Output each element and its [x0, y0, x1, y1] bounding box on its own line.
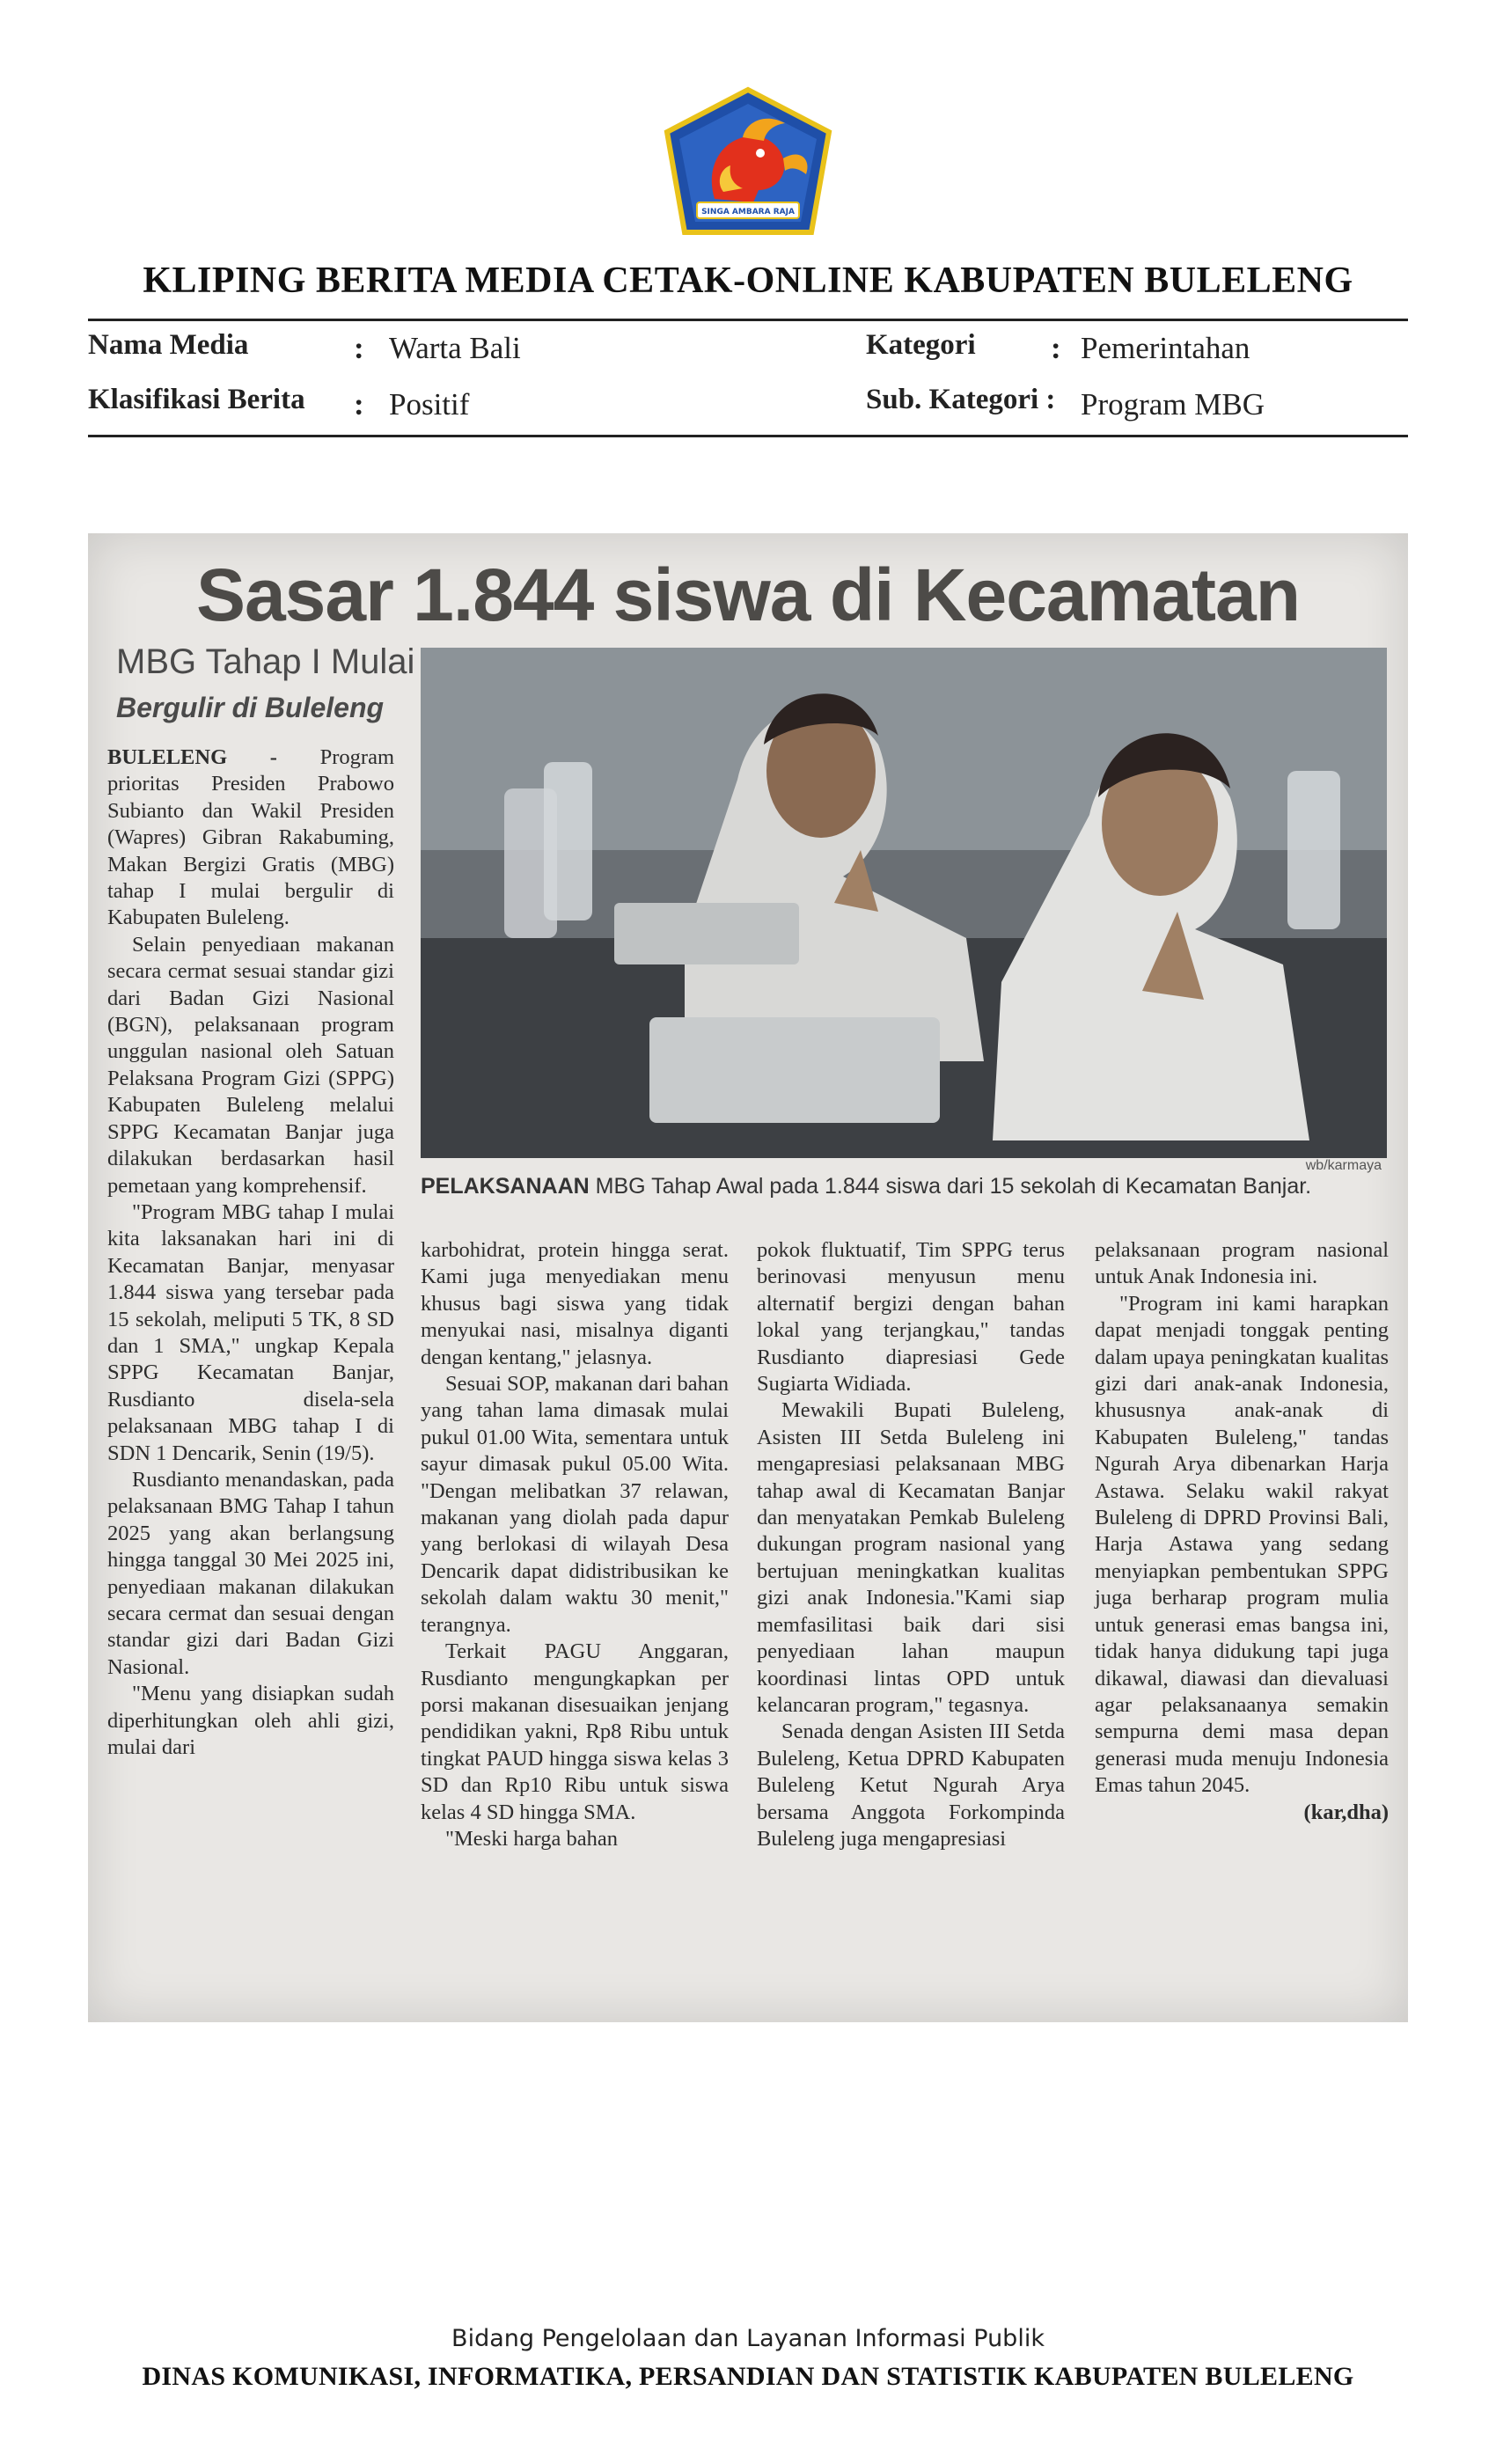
article-paragraph: "Program ini kami harapkan dapat menjadi tonggak penting dalam upaya peningkatan kualitas gizi dari anak-anak Indonesia, khususnya anak-anak di Kabupaten Buleleng," tandas Ngurah Arya dibenarkan Harja Astawa. Selaku wakil rakyat Buleleng di DPRD Provinsi Bali, Harja Astawa yang sedang menyiapkan pembentukan SPPG juga berharap program mulia untuk generasi emas bangsa ini, tidak hanya didukung tapi juga dikawal, diawasi dan dievaluasi agar pelaksanaanya semakin sempurna demi masa depan generasi muda menuju Indonesia Emas tahun 2045. — [1095, 1291, 1389, 1798]
article-paragraph: "Meski harga bahan — [445, 1826, 618, 1851]
header-bottom-rule — [88, 435, 1408, 437]
article-paragraph: Mewakili Bupati Buleleng, Asisten III Setda Buleleng ini mengapresiasi pelaksanaan MBG tahap awal di Kecamatan Banjar dan menyatakan Pemkab Buleleng dukungan program nasional yang bertujuan meningkatkan kualitas gizi anak Indonesia."Kami siap memfasilitasi baik dari sisi penyediaan lahan maupun koordinasi lintas OPD untuk kelancaran program," tegasnya. — [757, 1398, 1065, 1717]
photo-credit: wb/karmaya — [1305, 1158, 1382, 1173]
caption-text: MBG Tahap Awal pada 1.844 siswa dari 15 sekolah di Kecamatan Banjar. — [589, 1174, 1312, 1199]
footer-division: Bidang Pengelolaan dan Layanan Informasi Publik — [451, 2325, 1045, 2352]
buleleng-emblem — [662, 86, 834, 238]
article-paragraph: Selain penyediaan makanan secara cermat sesuai standar gizi dari Badan Gizi Nasional (BGN), pelaksanaan program unggulan nasional oleh Satuan Pelaksana Program Gizi (SPPG) Kabupaten Buleleng melalui SPPG Kecamatan Banjar juga dilakukan berdasarkan hasil pemetaan yang komprehensif. — [107, 932, 394, 1198]
klasifikasi-label: Klasifikasi Berita — [88, 384, 305, 415]
article-photo — [421, 648, 1387, 1158]
paragraph-text: Program prioritas Presiden Prabowo Subianto dan Wakil Presiden (Wapres) Gibran Rakabuming, Makan Bergizi Gratis (MBG) tahap I mulai bergulir di Kabupaten Buleleng. — [107, 745, 394, 930]
article-paragraph: pelaksanaan program nasional untuk Anak Indonesia ini. — [1095, 1238, 1389, 1289]
kategori-colon: : — [1051, 331, 1061, 365]
document-title: KLIPING BERITA MEDIA CETAK-ONLINE KABUPATEN BULELENG — [143, 260, 1353, 301]
klasifikasi-colon: : — [354, 387, 364, 422]
article-paragraph — [107, 744, 394, 932]
article-subheading-2: Bergulir di Buleleng — [116, 692, 385, 723]
article-column-3 — [757, 1237, 1065, 1852]
article-paragraph: "Menu yang disiapkan sudah diperhitungkan oleh ahli gizi, mulai dari — [107, 1682, 394, 1760]
header-top-rule — [88, 319, 1408, 321]
media-colon: : — [354, 331, 364, 365]
article-column-4 — [1095, 1237, 1389, 1826]
article-column-1 — [107, 744, 394, 1761]
caption-lead: PELAKSANAAN — [421, 1174, 590, 1199]
media-label: Nama Media — [88, 329, 249, 361]
newspaper-clipping — [88, 533, 1408, 2022]
media-value: Warta Bali — [389, 331, 521, 365]
article-paragraph: Rusdianto menandaskan, pada pelaksanaan BMG Tahap I tahun 2025 yang akan berlangsung hingga tanggal 30 Mei 2025 ini, penyediaan makanan dilakukan secara cermat dan sesuai dengan standar gizi dari Badan Gizi Nasional. — [107, 1467, 394, 1679]
emblem-motto: SINGA AMBARA RAJA — [701, 208, 795, 216]
kategori-value: Pemerintahan — [1081, 331, 1250, 365]
article-subheading: MBG Tahap I Mulai — [116, 642, 415, 681]
article-headline: Sasar 1.844 siswa di Kecamatan — [195, 554, 1301, 636]
article-paragraph: "Program MBG tahap I mulai kita laksanakan hari ini di Kecamatan Banjar, menyasar 1.844 siswa yang tersebar pada 15 sekolah, meliputi 5 TK, 8 SD dan 1 SMA," ungkap Kepala SPPG Kecamatan Banjar, Rusdianto disela-sela pelaksanaan MBG tahap I di SDN 1 Dencarik, Senin (19/5). — [107, 1199, 394, 1465]
photo-caption — [421, 1174, 1387, 1199]
article-paragraph: pokok fluktuatif, Tim SPPG terus berinovasi menyusun menu alternatif bergizi dengan bahan lokal yang terjangkau," tandas Rusdianto diapresiasi Gede Sugiarta Widiada. — [757, 1238, 1065, 1397]
klasifikasi-value: Positif — [389, 387, 470, 422]
article-signoff: (kar,dha) — [1303, 1800, 1389, 1824]
article-paragraph: Terkait PAGU Anggaran, Rusdianto mengungkapkan per porsi makanan disesuaikan jenjang pendidikan yakni, Rp8 Ribu untuk tingkat PAUD hingga siswa kelas 3 SD dan Rp10 Ribu untuk siswa kelas 4 SD hingga SMA. — [421, 1639, 729, 1824]
article-column-2 — [421, 1237, 729, 1852]
article-paragraph: karbohidrat, protein hingga serat. Kami juga menyediakan menu khusus bagi siswa yang tidak menyukai nasi, misalnya diganti dengan kentang," jelasnya. — [421, 1238, 729, 1369]
subkategori-label: Sub. Kategori : — [866, 384, 1056, 415]
subkategori-value: Program MBG — [1081, 387, 1265, 422]
kategori-label: Kategori — [866, 329, 976, 361]
article-paragraph: Sesuai SOP, makanan dari bahan yang tahan lama dimasak mulai pukul 01.00 Wita, sementara untuk sayur dimasak pukul 05.00 Wita. "Dengan melibatkan 37 relawan, makanan yang diolah pada dapur yang berlokasi di wilayah Desa Dencarik dapat didistribusikan ke sekolah dalam waktu 30 menit," terangnya. — [421, 1372, 729, 1637]
article-dateline: BULELENG - — [107, 745, 277, 769]
article-paragraph: Senada dengan Asisten III Setda Buleleng, Ketua DPRD Kabupaten Buleleng Ketut Ngurah Arya bersama Anggota Forkompinda Buleleng juga mengapresiasi — [757, 1720, 1065, 1851]
footer-agency: DINAS KOMUNIKASI, INFORMATIKA, PERSANDIAN DAN STATISTIK KABUPATEN BULELENG — [142, 2362, 1354, 2391]
